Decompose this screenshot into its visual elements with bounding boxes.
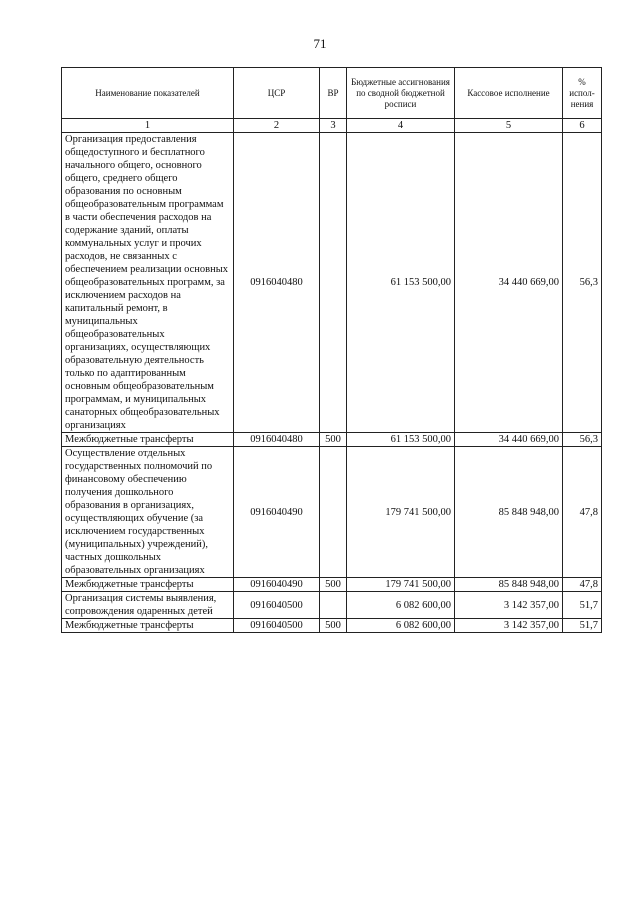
header-cash: Кассовое исполнение [455, 68, 563, 119]
row-percent: 51,7 [563, 592, 602, 619]
row-name: Организация предоставления общедоступного и бесплатного начального общего, основного общего, среднего общего образования по основным общеобразовательным программам в части обеспечения расходов на содержание зданий, оплаты коммунальных услуг и прочих расходов, не связанных с обеспечением реализации основных общеобразовательных программ, за исключением расходов на капитальный ремонт, в муниципальных общеобразовательных организациях, осуществляющих образовательную деятельность только по адаптированным основным общеобразовательным программам, и муниципальных санаторных общеобразовательных организациях [62, 133, 234, 433]
row-vr [320, 447, 347, 578]
row-cash: 3 142 357,00 [455, 592, 563, 619]
header-vr: ВР [320, 68, 347, 119]
row-vr: 500 [320, 578, 347, 592]
row-cash: 34 440 669,00 [455, 433, 563, 447]
table-row [62, 433, 602, 447]
row-budget: 61 153 500,00 [347, 133, 455, 433]
row-csr: 0916040500 [234, 592, 320, 619]
table-row [62, 447, 602, 578]
column-number: 1 [62, 119, 234, 133]
header-name: Наименование показателей [62, 68, 234, 119]
row-percent: 56,3 [563, 133, 602, 433]
budget-execution-table [61, 67, 602, 633]
row-name: Организация системы выявления, сопровождения одаренных детей [62, 592, 234, 619]
row-percent: 51,7 [563, 619, 602, 633]
row-name: Межбюджетные трансферты [62, 578, 234, 592]
row-percent: 47,8 [563, 447, 602, 578]
row-csr: 0916040500 [234, 619, 320, 633]
row-csr: 0916040490 [234, 578, 320, 592]
row-csr: 0916040480 [234, 133, 320, 433]
row-cash: 85 848 948,00 [455, 578, 563, 592]
column-number: 6 [563, 119, 602, 133]
row-percent: 56,3 [563, 433, 602, 447]
row-cash: 85 848 948,00 [455, 447, 563, 578]
column-numbers-row [62, 119, 602, 133]
row-cash: 3 142 357,00 [455, 619, 563, 633]
column-number: 5 [455, 119, 563, 133]
column-number: 3 [320, 119, 347, 133]
header-row [62, 68, 602, 119]
row-percent: 47,8 [563, 578, 602, 592]
row-vr: 500 [320, 433, 347, 447]
row-vr [320, 592, 347, 619]
row-budget: 6 082 600,00 [347, 619, 455, 633]
row-budget: 6 082 600,00 [347, 592, 455, 619]
row-cash: 34 440 669,00 [455, 133, 563, 433]
row-budget: 179 741 500,00 [347, 578, 455, 592]
column-number: 2 [234, 119, 320, 133]
row-csr: 0916040490 [234, 447, 320, 578]
page-number: 71 [313, 36, 327, 51]
header-csr: ЦСР [234, 68, 320, 119]
header-budget: Бюджетные ассигнования по сводной бюджетной росписи [347, 68, 455, 119]
row-budget: 179 741 500,00 [347, 447, 455, 578]
header-percent: % испол-нения [563, 68, 602, 119]
row-name: Межбюджетные трансферты [62, 433, 234, 447]
row-csr: 0916040480 [234, 433, 320, 447]
table-row [62, 592, 602, 619]
row-vr: 500 [320, 619, 347, 633]
row-name: Межбюджетные трансферты [62, 619, 234, 633]
row-name: Осуществление отдельных государственных полномочий по финансовому обеспечению получения дошкольного образования в организациях, осуществляющих обучение (за исключением государственных (муниципальных) учреждений), частных дошкольных образовательных организациях [62, 447, 234, 578]
table-row [62, 578, 602, 592]
table-row [62, 133, 602, 433]
row-vr [320, 133, 347, 433]
table-row [62, 619, 602, 633]
row-budget: 61 153 500,00 [347, 433, 455, 447]
column-number: 4 [347, 119, 455, 133]
